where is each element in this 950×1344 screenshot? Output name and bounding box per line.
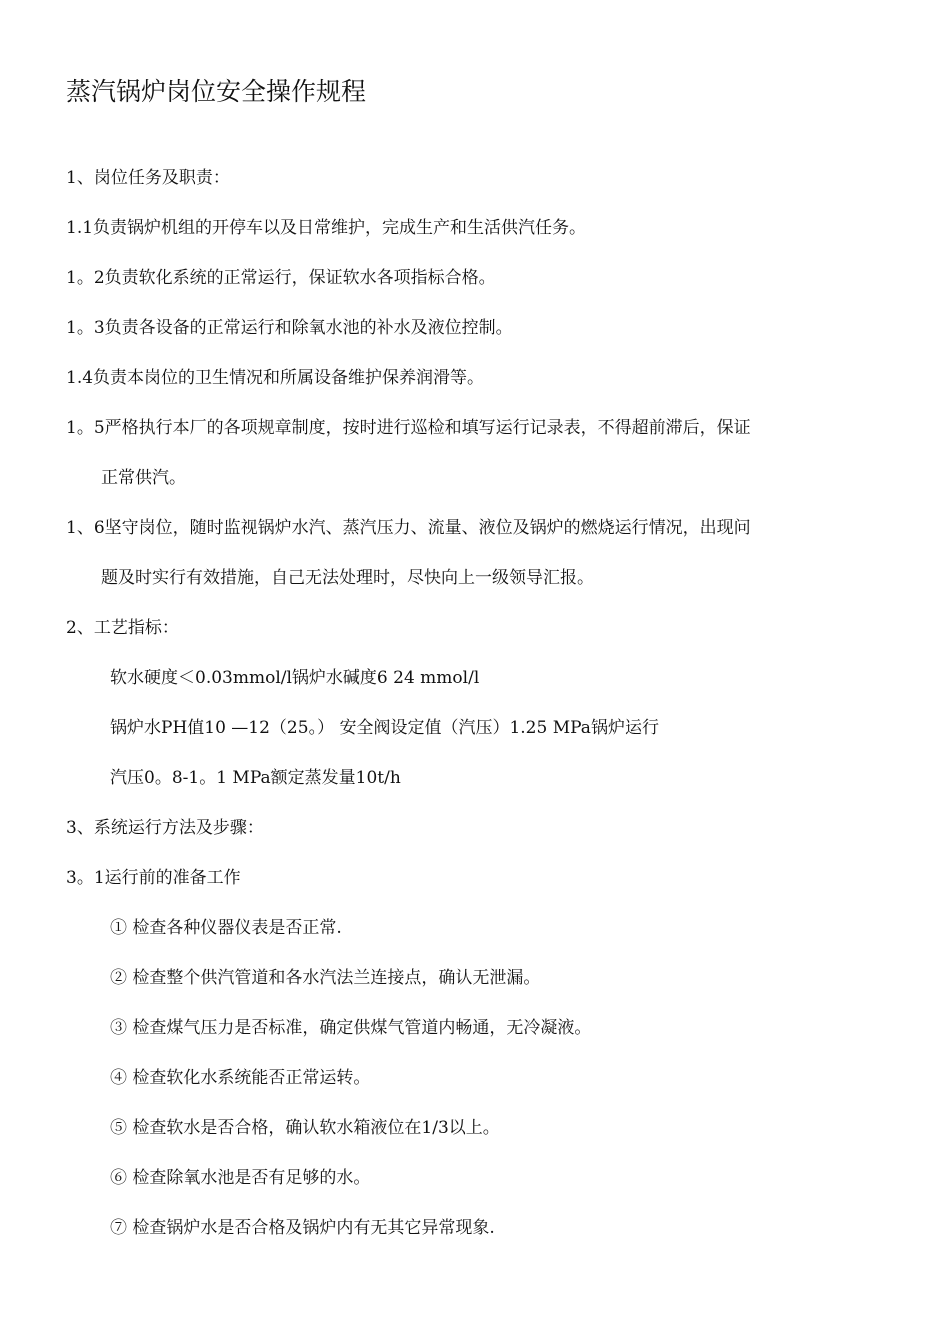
section-heading: 1、岗位任务及职责：	[66, 168, 230, 188]
paragraph-line: 1.1负责锅炉机组的开停车以及日常维护，完成生产和生活供汽任务。	[66, 218, 587, 238]
checklist-item: ⑦ 检查锅炉水是否合格及锅炉内有无其它异常现象.	[110, 1218, 495, 1238]
checklist-item: ④ 检查软化水系统能否正常运转。	[110, 1068, 371, 1088]
checklist-item: ③ 检查煤气压力是否标准，确定供煤气管道内畅通，无冷凝液。	[110, 1018, 592, 1038]
paragraph-line-continued: 正常供汽。	[101, 468, 186, 488]
paragraph-line: 1。5严格执行本厂的各项规章制度，按时进行巡检和填写运行记录表，不得超前滞后，保证	[66, 418, 751, 438]
paragraph-line: 1、6坚守岗位，随时监视锅炉水汽、蒸汽压力、流量、液位及锅炉的燃烧运行情况，出现问	[66, 518, 751, 538]
paragraph-line: 1。3负责各设备的正常运行和除氧水池的补水及液位控制。	[66, 318, 513, 338]
spec-line: 汽压0。8-1。1 MPa额定蒸发量10t/h	[110, 768, 401, 788]
paragraph-line: 1。2负责软化系统的正常运行，保证软水各项指标合格。	[66, 268, 496, 288]
checklist-item: ⑥ 检查除氧水池是否有足够的水。	[110, 1168, 371, 1188]
section-heading: 2、工艺指标：	[66, 618, 179, 638]
paragraph-line-continued: 题及时实行有效措施，自己无法处理时，尽快向上一级领导汇报。	[101, 568, 594, 588]
checklist-item: ② 检查整个供汽管道和各水汽法兰连接点，确认无泄漏。	[110, 968, 541, 988]
paragraph-line: 1.4负责本岗位的卫生情况和所属设备维护保养润滑等。	[66, 368, 485, 388]
spec-line: 软水硬度＜0.03mmol/l锅炉水碱度6 24 mmol/l	[110, 668, 480, 688]
spec-line: 锅炉水PH值10 —12（25。） 安全阀设定值（汽压）1.25 MPa锅炉运行	[110, 718, 659, 738]
subsection-heading: 3。1运行前的准备工作	[66, 868, 241, 888]
section-heading: 3、系统运行方法及步骤：	[66, 818, 264, 838]
checklist-item: ① 检查各种仪器仪表是否正常.	[110, 918, 342, 938]
page-title: 蒸汽锅炉岗位安全操作规程	[66, 77, 367, 106]
checklist-item: ⑤ 检查软水是否合格，确认软水箱液位在1/3以上。	[110, 1118, 500, 1138]
